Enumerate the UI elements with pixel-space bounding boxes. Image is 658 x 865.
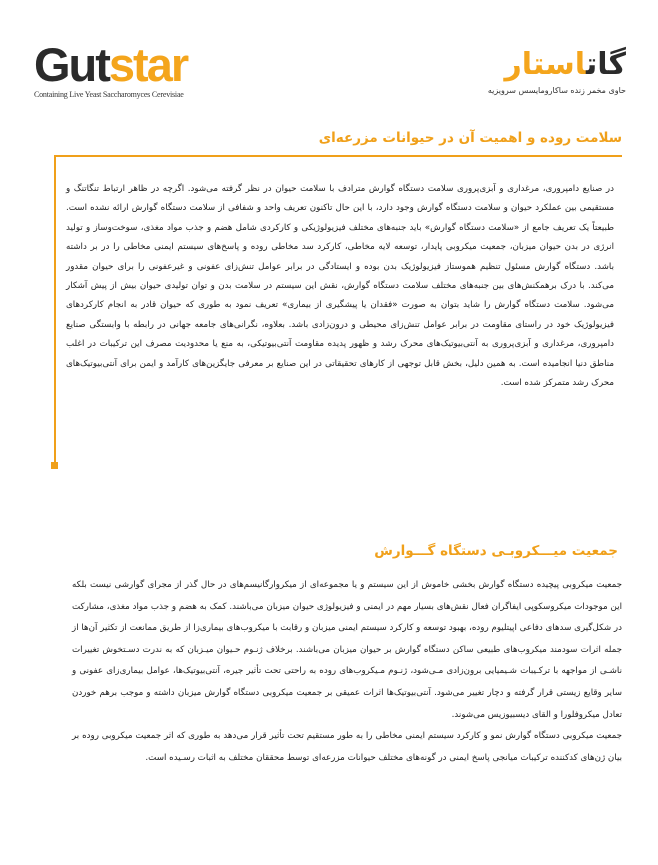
section-title-microbial-population: جمعیت میـــکروبـی دستگاه گـــوارش bbox=[374, 543, 618, 559]
gutstar-logo-persian bbox=[446, 44, 626, 95]
gut-health-paragraph: در صنایع دامپروری، مرغداری و آبزی‌پروری سلامت دستگاه گوارش مترادف با سلامت حیوان در نظر گرفته می‌شود. اگرچه در ظاهر ارتباط تنگاتنگ و مستقیمی بین عملکرد حیوان و سلامت دستگاه گوارش وجود دارد، با این حال تاکنون تعریف واحد و شفافی از سلامت دستگاه گوارش ارائه نشده است. طبیعتاً یک تعریف جامع از «سلامت دستگاه گوارش» باید جنبه‌های مختلف فیزیولوژیکی و کارکردی شامل هضم و جذب مواد مغذی، سوخت‌وساز و تولید انرژی در بدن حیوان میزبان، جمعیت میکروبی پایدار، توسعه لایه مخاطی، کارکرد سد مخاطی روده و پاسخ‌های سیستم ایمنی مخاطی را در بر داشته باشد. دستگاه گوارش مسئول تنظیم هموستاز فیزیولوژیک بدن بوده و ایستادگی در برابر عوامل تنش‌زای عفونی و غیرعفونی را برای حیوان مقدور می‌کند. با درک برهمکنش‌های بین جنبه‌های مختلف سلامت دستگاه گوارش، نقش این سیستم در سلامت بدن و توان تولیدی حیوان بیش از پیش آشکار می‌شود. سلامت دستگاه گوارش را شاید بتوان به صورت «فقدان یا پیشگیری از بیماری» تعریف نمود به طوری که حیوان قادر به انجام کارکردهای فیزیولوژیک خود در راستای مقاومت در برابر عوامل تنش‌زای محیطی و درون‌زادی باشد. بعلاوه، نگرانی‌های جامعه جهانی در رابطه با وابستگی صنایع دامپروری، مرغداری و آبزی‌پروری به آنتی‌بیوتیک‌های محرک رشد و ظهور پدیده مقاومت آنتی‌بیوتیکی، به منع یا محدودیت مصرف این ترکیبات در اغلب مناطق دنیا انجامیده است. به همین دلیل، بخش قابل توجهی از کارهای تحقیقاتی در این صنایع بر معرفی جایگزین‌های کارآمد و ایمن برای آنتی‌بیوتیک‌های محرک رشد متمرکز شده است. bbox=[66, 184, 614, 389]
box-corner-marker bbox=[51, 462, 58, 469]
logo-tagline-persian: حاوی مخمر زنده ساکارومایسس سرویزیه bbox=[487, 86, 626, 95]
paragraph: جمعیت میکروبی پیچیده دستگاه گوارش بخشی خاموش از این سیستم و یا مجموعه‌ای از میکروارگانیسم‌های در حال گذر از مجرای گوارشی نیست بلکه این موجودات میکروسکوپی ایفاگران فعال نقش‌های بسیار مهم در ایمنی و فیزیولوژی حیوان میزبان می‌باشند. کمک به هضم و جذب مواد مغذی، مشارکت در شکل‌گیری سدهای دفاعی اپیتلیوم روده، بهبود توسعه و کارکرد سیستم ایمنی میزبان و رقابت با میکروب‌های بیماری‌زا از طریق ممانعت از تکثیر آن‌ها از جمله اثرات سودمند میکروب‌های طبیعی ساکن دستگاه گوارش بر حیوان میزبان می‌باشند. برخلاف ژنـوم حـیوان میـزبان که به ندرت دسـتخوش تغییرات ناشـی از مواجهه با ترکـیبات شـیمیایی برون‌زادی مـی‌شود، ژنـوم مـیکروب‌های روده به راحتی تحت تأثیر جیره، آنتی‌بیوتیک‌ها، عوامل بیماری‌زای عفونی و سایر وقایع زیستی قرار گرفته و دچار تغییر می‌شود. آنتی‌بیوتیک‌ها اثرات عمیقی بر جمعیت میکروبی دستگاه گوارش میزبان داشته و موجب برهم خوردن تعادل میکروفلورا و القای دیسبیوزیس می‌شوند. bbox=[72, 580, 622, 720]
microbial-population-body bbox=[72, 575, 622, 769]
paragraph: جمعیت میکروبی دستگاه گوارش نمو و کارکرد سیستم ایمنی مخاطی را به طور مستقیم تحت تأثیر قرار می‌دهد به طوری که اثر جمعیت میکروبی روده بر بیان ژن‌های کدکننده ترکیبات میانجی پاسخ ایمنی در گونه‌های مختلف حیوانات مزرعه‌ای توسط محققان مختلف به اثبات رسـیده است. bbox=[72, 731, 622, 763]
section-title-gut-health: سلامت روده و اهمیت آن در حیوانات مزرعه‌ای bbox=[318, 130, 622, 146]
logo-tagline-english: Containing Live Yeast Saccharomyces Cerevisiae bbox=[34, 90, 184, 99]
gutstar-logo-english bbox=[34, 40, 204, 99]
logo-wordmark-persian: گاتاستار bbox=[504, 47, 626, 82]
logo-wordmark: Gutstar bbox=[34, 38, 188, 91]
